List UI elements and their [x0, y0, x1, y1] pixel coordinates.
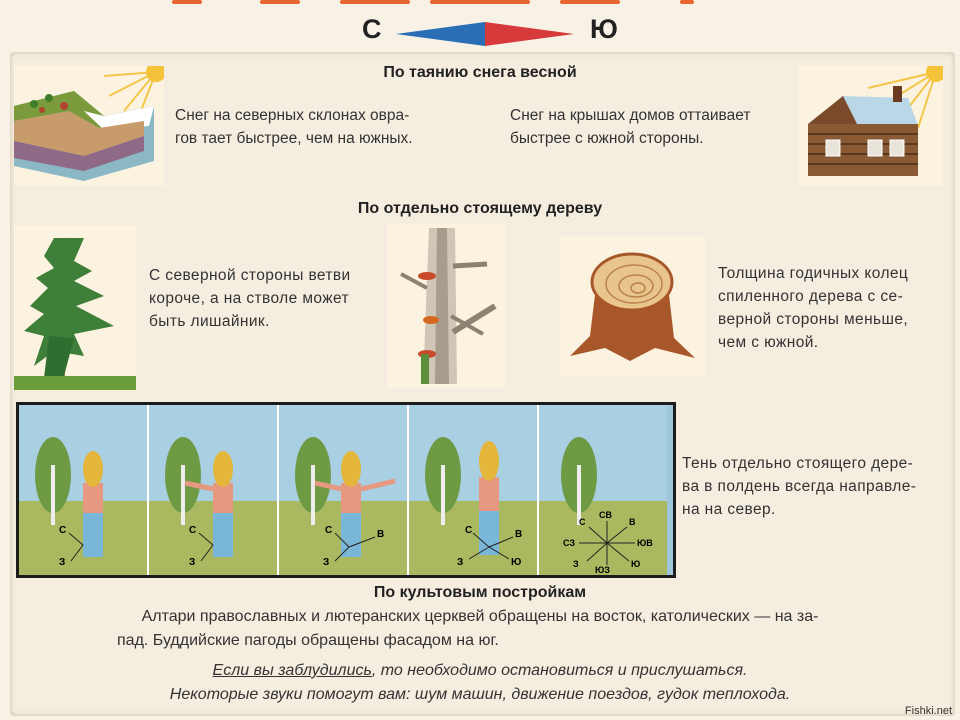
strip-label: С — [465, 525, 473, 536]
strip-label: З — [573, 559, 579, 569]
shadow-orientation-strip — [16, 402, 676, 578]
strip-label: В — [515, 529, 523, 540]
watermark: Fishki.net — [904, 705, 952, 717]
strip-label: З — [323, 557, 330, 568]
snow-ravine-text: Снег на северных склонах овра- гов тает быстрее, чем на южных. — [175, 107, 413, 147]
stump-rings-illustration — [560, 236, 705, 376]
strip-label: СВ — [599, 510, 612, 520]
strip-label: В — [629, 517, 636, 527]
strip-frame-3 — [279, 405, 409, 575]
snow-section-heading: По таянию снега весной — [383, 64, 577, 81]
strip-label: С — [579, 517, 586, 527]
strip-frame-4 — [409, 405, 539, 575]
top-decoration-strip — [0, 0, 960, 8]
tree-rings-text: Толщина годичных колец спиленного дерева с се- верной стороны меньше, чем с южной. — [718, 265, 909, 351]
lost-line-2: Некоторые звуки помогут вам: шум машин, движение поездов, гудок теплохода. — [169, 686, 791, 703]
fir-tree-illustration — [14, 226, 136, 390]
strip-label: СЗ — [563, 538, 576, 548]
compass-arrow-icon — [396, 22, 574, 46]
strip-label: С — [59, 525, 67, 536]
church-text-line-2: пад. Буддийские пагоды обращены фасадом на юг. — [117, 632, 499, 649]
strip-label: Ю — [511, 557, 522, 568]
lost-line-1 — [0, 662, 960, 680]
ravine-illustration — [14, 66, 164, 186]
strip-label: З — [457, 557, 464, 568]
strip-label: В — [377, 529, 385, 540]
tree-section-heading: По отдельно стоящему дереву — [357, 200, 603, 217]
church-text-line-1: Алтари православных и лютеранских церквей обращены на восток, католических — на за- — [141, 608, 819, 625]
house-illustration — [798, 66, 943, 186]
strip-label: Ю — [631, 559, 641, 569]
strip-frame-2 — [149, 405, 279, 575]
strip-label: С — [189, 525, 197, 536]
strip-label: С — [325, 525, 333, 536]
tree-branches-text: С северной стороны ветви короче, а на стволе может быть лишайник. — [149, 267, 351, 330]
church-section-heading: По культовым постройкам — [373, 584, 587, 601]
strip-frame-5 — [539, 405, 667, 575]
tree-shadow-text: Тень отдельно стоящего дере- ва в полдень всегда направле- на на север. — [682, 455, 917, 518]
strip-label: З — [59, 557, 66, 568]
compass-south-label: Ю — [590, 14, 618, 44]
snow-roof-text: Снег на крышах домов оттаивает быстрее с южной стороны. — [510, 107, 751, 147]
lost-rest: , то необходимо остановиться и прислушаться. — [371, 662, 748, 679]
trunk-lichen-illustration — [387, 224, 505, 388]
compass-header — [0, 10, 960, 52]
strip-frame-1 — [19, 405, 149, 575]
strip-label: З — [189, 557, 196, 568]
compass-north-label: С — [362, 14, 382, 44]
strip-label: ЮЗ — [595, 565, 610, 575]
strip-label: ЮВ — [637, 538, 653, 548]
lost-emphasis: Если вы заблудились — [212, 662, 372, 679]
